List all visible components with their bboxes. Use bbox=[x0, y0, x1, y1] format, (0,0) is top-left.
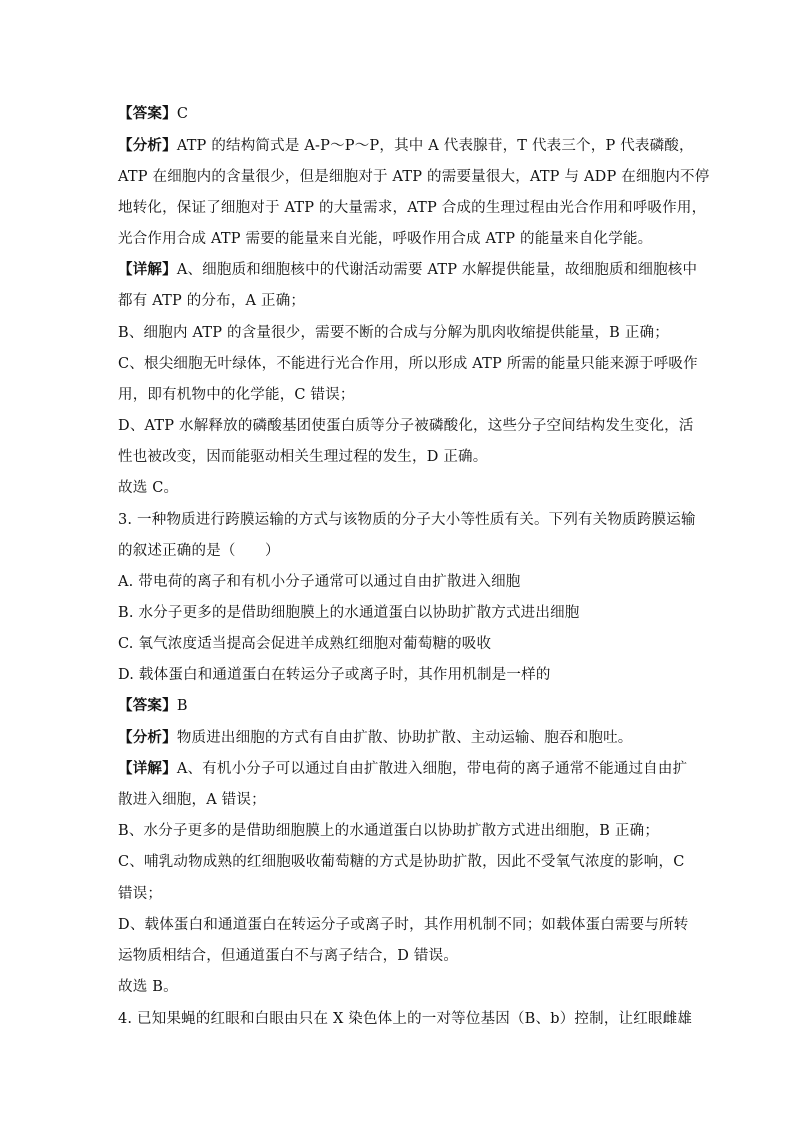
text: 散进入细胞，A 错误； bbox=[118, 792, 266, 808]
explanation-line bbox=[118, 260, 697, 280]
text-line bbox=[118, 852, 685, 872]
text: 地转化，保证了细胞对于 ATP 的大量需求，ATP 合成的生理过程由光合作用和呼吸作用， bbox=[118, 200, 707, 216]
text: 3. 一种物质进行跨膜运输的方式与该物质的分子大小等性质有关。下列有关物质跨膜运输 bbox=[118, 512, 696, 528]
text: 光合作用合成 ATP 需要的能量来自光能，呼吸作用合成 ATP 的能量来自化学能。 bbox=[118, 231, 653, 247]
text: B bbox=[176, 698, 188, 714]
text: C. 氧气浓度适当提高会促进羊成熟红细胞对葡萄糖的吸收 bbox=[118, 636, 492, 652]
text: 的叙述正确的是（ ） bbox=[118, 543, 280, 559]
text-line bbox=[118, 354, 698, 374]
text: A. 带电荷的离子和有机小分子通常可以通过自由扩散进入细胞 bbox=[118, 574, 521, 590]
text: A、细胞质和细胞核中的代谢活动需要 ATP 水解提供能量，故细胞质和细胞核中 bbox=[176, 262, 698, 278]
section-label: 【详解】 bbox=[118, 261, 177, 278]
question-stem bbox=[118, 1009, 692, 1029]
text-line bbox=[118, 790, 266, 810]
text: B. 水分子更多的是借助细胞膜上的水通道蛋白以协助扩散方式进出细胞 bbox=[118, 605, 580, 621]
text-line bbox=[118, 198, 706, 218]
section-label: 【答案】 bbox=[118, 105, 177, 122]
question-stem bbox=[118, 541, 280, 561]
text: 4. 已知果蝇的红眼和白眼由只在 X 染色体上的一对等位基因（B、b）控制，让红眼雌雄 bbox=[118, 1011, 693, 1027]
text: 运物质相结合，但通道蛋白不与离子结合，D 错误。 bbox=[118, 948, 459, 964]
analysis-line bbox=[118, 728, 633, 748]
analysis-line bbox=[118, 136, 694, 156]
text: 故选 B。 bbox=[118, 979, 178, 995]
text-line bbox=[118, 167, 709, 187]
section-label: 【分析】 bbox=[118, 729, 177, 746]
option-a bbox=[118, 572, 521, 592]
text-line bbox=[118, 385, 355, 405]
answer-line bbox=[118, 104, 188, 124]
text-line bbox=[118, 478, 178, 498]
text-line bbox=[118, 821, 659, 841]
text: B、细胞内 ATP 的含量很少，需要不断的合成与分解为肌肉收缩提供能量，B 正确； bbox=[118, 325, 669, 341]
text-line bbox=[118, 416, 694, 436]
section-label: 【详解】 bbox=[118, 760, 177, 777]
explanation-line bbox=[118, 759, 687, 779]
text: D. 载体蛋白和通道蛋白在转运分子或离子时，其作用机制是一样的 bbox=[118, 667, 551, 683]
text-line bbox=[118, 291, 305, 311]
text: C、哺乳动物成熟的红细胞吸收葡萄糖的方式是协助扩散，因此不受氧气浓度的影响，C bbox=[118, 854, 685, 870]
text: D、ATP 水解释放的磷酸基团使蛋白质等分子被磷酸化，这些分子空间结构发生变化，活 bbox=[118, 418, 694, 434]
text-line bbox=[118, 915, 688, 935]
section-label: 【分析】 bbox=[118, 137, 177, 154]
text-line bbox=[118, 323, 669, 343]
text-line bbox=[118, 946, 458, 966]
text: A、有机小分子可以通过自由扩散进入细胞，带电荷的离子通常不能通过自由扩 bbox=[176, 761, 688, 777]
text: 故选 C。 bbox=[118, 480, 179, 496]
answer-line bbox=[118, 696, 188, 716]
text: 性也被改变，因而能驱动相关生理过程的发生，D 正确。 bbox=[118, 449, 488, 465]
text-line bbox=[118, 447, 487, 467]
text: 都有 ATP 的分布，A 正确； bbox=[118, 293, 306, 309]
text-line bbox=[118, 229, 652, 249]
text: 物质进出细胞的方式有自由扩散、协助扩散、主动运输、胞吞和胞吐。 bbox=[176, 730, 633, 746]
section-label: 【答案】 bbox=[118, 697, 177, 714]
text: D、载体蛋白和通道蛋白在转运分子或离子时，其作用机制不同；如载体蛋白需要与所转 bbox=[118, 917, 689, 933]
text: B、水分子更多的是借助细胞膜上的水通道蛋白以协助扩散方式进出细胞，B 正确； bbox=[118, 823, 660, 839]
option-c bbox=[118, 634, 491, 654]
text: 用，即有机物中的化学能，C 错误； bbox=[118, 387, 355, 403]
option-b bbox=[118, 603, 579, 623]
text: 错误； bbox=[118, 886, 163, 902]
text: ATP 的结构简式是 A-P～P～P，其中 A 代表腺苷，T 代表三个，P 代表磷酸， bbox=[176, 138, 694, 154]
text-line bbox=[118, 977, 178, 997]
text-line bbox=[118, 884, 162, 904]
text: C bbox=[176, 106, 189, 122]
text: ATP 在细胞内的含量很少，但是细胞对于 ATP 的需要量很大，ATP 与 ADP 在细胞内不停 bbox=[118, 169, 710, 185]
text: C、根尖细胞无叶绿体，不能进行光合作用，所以形成 ATP 所需的能量只能来源于呼吸作 bbox=[118, 356, 698, 372]
question-stem bbox=[118, 510, 696, 530]
option-d bbox=[118, 665, 551, 685]
